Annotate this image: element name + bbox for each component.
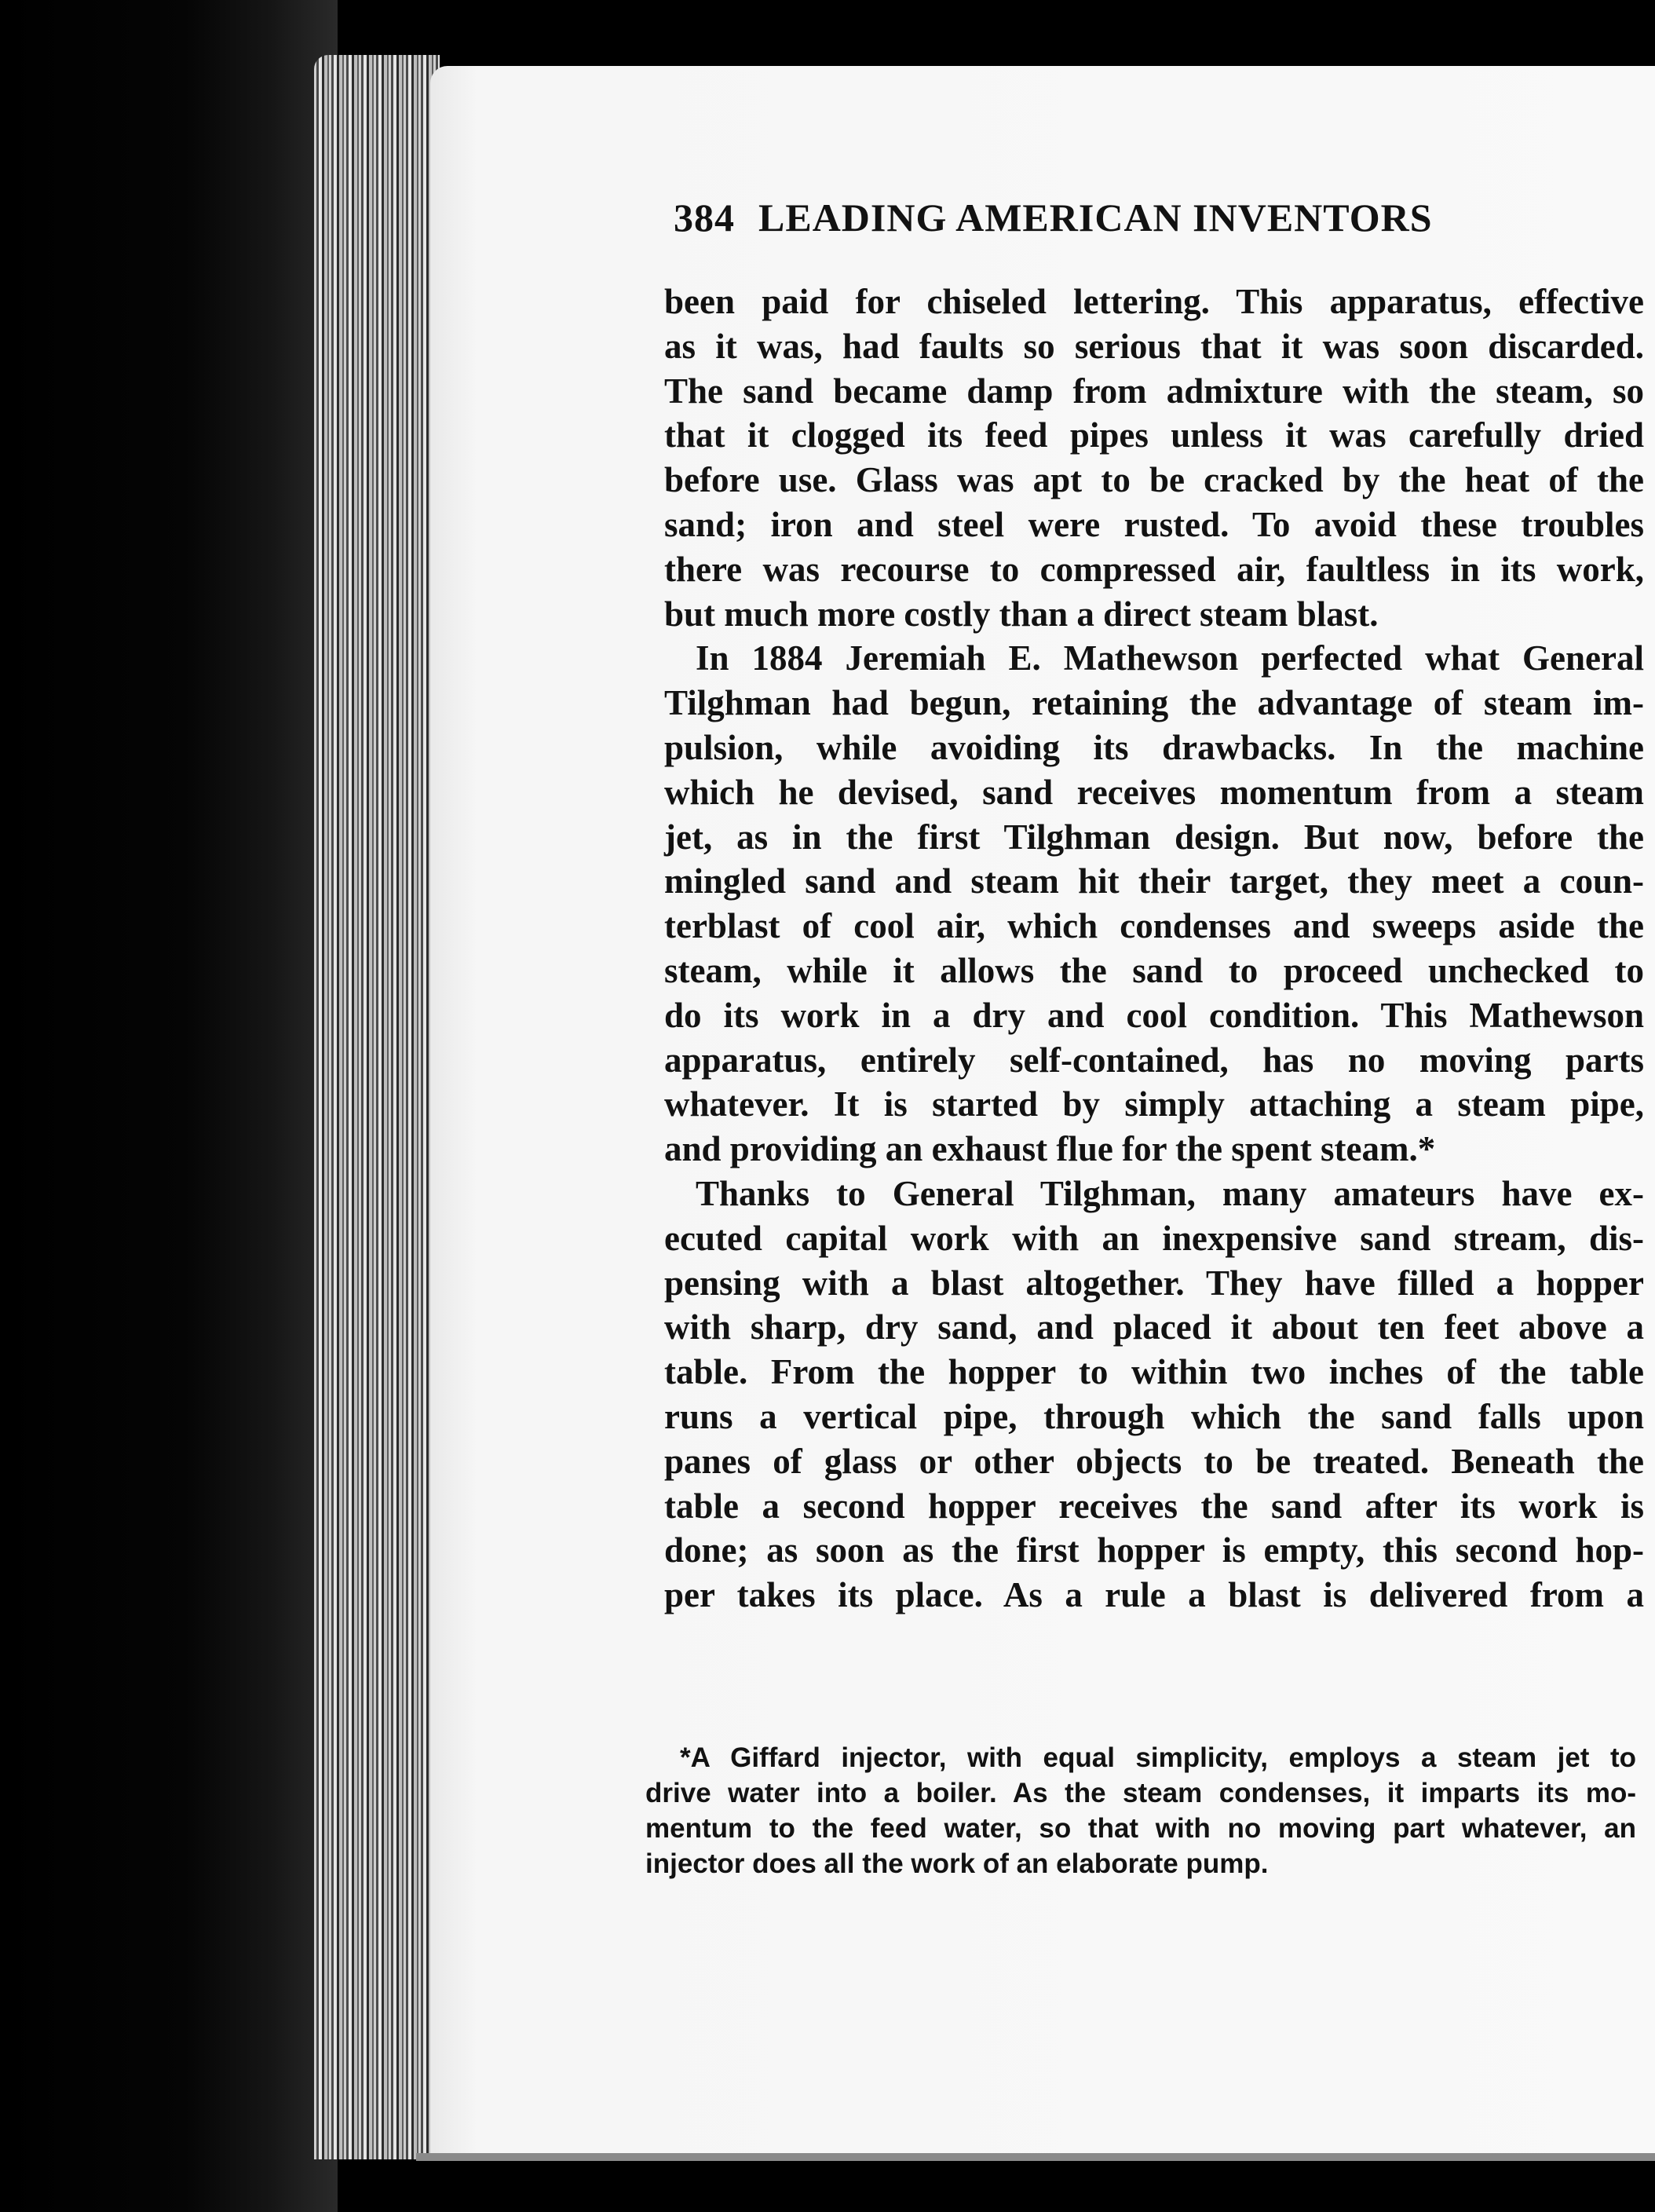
- footnote: [645, 1740, 1636, 1881]
- running-head: [674, 195, 1506, 250]
- text-line: pulsion, while avoiding its drawbacks. In the machine: [664, 727, 1644, 767]
- text-line: before use. Glass was apt to be cracked by the heat of the: [664, 460, 1644, 500]
- text-line: ecuted capital work with an inexpensive sand stream, dis-: [664, 1218, 1644, 1258]
- body-text: [664, 280, 1644, 1618]
- text-line: terblast of cool air, which condenses and sweeps aside the: [664, 906, 1644, 946]
- text-line: there was recourse to compressed air, faultless in its work,: [664, 549, 1644, 589]
- text-line: that it clogged its feed pipes unless it was carefully dried: [664, 415, 1644, 455]
- page-number: 384: [674, 196, 735, 239]
- text-line: whatever. It is started by simply attaching a steam pipe,: [664, 1084, 1644, 1124]
- text-line: table a second hopper receives the sand after its work is: [664, 1486, 1644, 1526]
- page-bottom-edge: [416, 2153, 1655, 2161]
- text-line: table. From the hopper to within two inches of the table: [664, 1352, 1644, 1392]
- text-line: which he devised, sand receives momentum from a steam: [664, 772, 1644, 812]
- text-line: done; as soon as the first hopper is empty, this second hop-: [664, 1530, 1644, 1570]
- book-title: LEADING AMERICAN INVENTORS: [758, 196, 1433, 239]
- footnote-line: injector does all the work of an elaborate pump.: [645, 1848, 1269, 1879]
- footnote-line: *A Giffard injector, with equal simplicity, employs a steam jet to: [680, 1742, 1636, 1773]
- text-line: but much more costly than a direct steam blast.: [664, 594, 1379, 634]
- text-line: jet, as in the first Tilghman design. But now, before the: [664, 817, 1644, 857]
- footnote-line: mentum to the feed water, so that with no moving part whatever, an: [645, 1813, 1636, 1844]
- text-line: as it was, had faults so serious that it was soon discarded.: [664, 326, 1644, 366]
- text-line: panes of glass or other objects to be treated. Beneath the: [664, 1441, 1644, 1481]
- text-line: per takes its place. As a rule a blast is delivered from a: [664, 1575, 1644, 1615]
- footnote-line: drive water into a boiler. As the steam condenses, it imparts its mo-: [645, 1778, 1636, 1808]
- text-line: In 1884 Jeremiah E. Mathewson perfected what General: [696, 638, 1644, 678]
- text-line: mingled sand and steam hit their target, they meet a coun-: [664, 861, 1644, 901]
- text-line: sand; iron and steel were rusted. To avoid these troubles: [664, 504, 1644, 544]
- text-line: do its work in a dry and cool condition. This Mathewson: [664, 995, 1644, 1035]
- text-line: Thanks to General Tilghman, many amateurs have ex-: [696, 1173, 1644, 1213]
- text-line: runs a vertical pipe, through which the sand falls upon: [664, 1396, 1644, 1436]
- text-line: The sand became damp from admixture with the steam, so: [664, 371, 1644, 411]
- text-line: with sharp, dry sand, and placed it about ten feet above a: [664, 1307, 1644, 1347]
- text-line: steam, while it allows the sand to proceed unchecked to: [664, 950, 1644, 990]
- text-line: Tilghman had begun, retaining the advantage of steam im-: [664, 683, 1644, 723]
- book-gutter-shadow: [0, 0, 338, 2212]
- text-line: been paid for chiseled lettering. This apparatus, effective: [664, 282, 1644, 321]
- page-edges: [314, 55, 440, 2159]
- text-line: apparatus, entirely self-contained, has no moving parts: [664, 1040, 1644, 1080]
- text-line: pensing with a blast altogether. They have filled a hopper: [664, 1263, 1644, 1303]
- text-line: and providing an exhaust flue for the spent steam.*: [664, 1129, 1436, 1169]
